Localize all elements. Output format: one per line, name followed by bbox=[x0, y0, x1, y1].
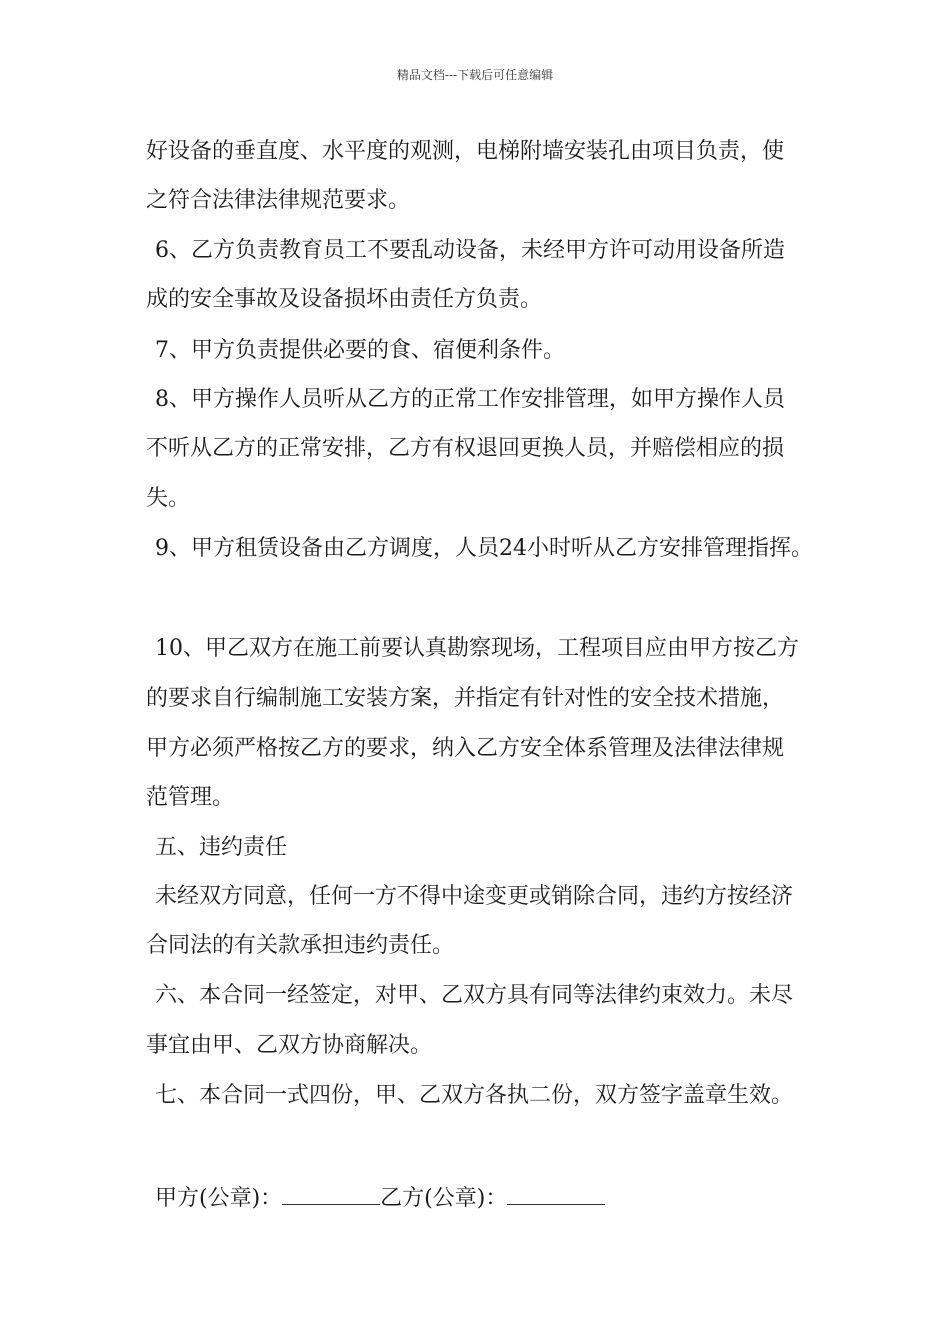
body-line: 未经双方同意，任何一方不得中途变更或销除合同，违约方按经济 bbox=[155, 884, 794, 909]
party-b-label: 乙方(公章)： bbox=[380, 1186, 508, 1211]
body-line: 7、甲方负责提供必要的食、宿便利条件。 bbox=[155, 338, 565, 363]
body-line: 范管理。 bbox=[146, 785, 235, 810]
section-heading: 五、违约责任 bbox=[155, 835, 288, 860]
body-line: 10、甲乙双方在施工前要认真勘察现场，工程项目应由甲方按乙方 bbox=[155, 636, 799, 661]
body-line: 8、甲方操作人员听从乙方的正常工作安排管理，如甲方操作人员 bbox=[155, 387, 785, 412]
body-line: 不听从乙方的正常安排，乙方有权退回更换人员，并赔偿相应的损 bbox=[146, 436, 785, 461]
body-line: 的要求自行编制施工安装方案，并指定有针对性的安全技术措施， bbox=[146, 686, 785, 711]
body-line: 事宜由甲、乙双方协商解决。 bbox=[146, 1033, 433, 1058]
page-header: 精品文档---下载后可任意编辑 bbox=[396, 68, 554, 82]
body-line: 9、甲方租赁设备由乙方调度，人员24小时听从乙方安排管理指挥。 bbox=[155, 536, 813, 561]
party-a-signature-blank bbox=[282, 1182, 380, 1205]
body-line: 之符合法律法律规范要求。 bbox=[146, 188, 411, 213]
body-line: 好设备的垂直度、水平度的观测，电梯附墙安装孔由项目负责，使 bbox=[146, 139, 785, 164]
body-line: 六、本合同一经签定，对甲、乙双方具有同等法律约束效力。未尽 bbox=[155, 983, 794, 1008]
signature-row bbox=[155, 1182, 605, 1214]
body-line: 失。 bbox=[146, 486, 191, 511]
body-line: 合同法的有关款承担违约责任。 bbox=[146, 933, 455, 958]
body-line: 七、本合同一式四份，甲、乙双方各执二份，双方签字盖章生效。 bbox=[155, 1083, 794, 1108]
party-b-signature-blank bbox=[507, 1182, 605, 1205]
body-line: 成的安全事故及设备损坏由责任方负责。 bbox=[146, 287, 543, 312]
body-line: 6、乙方负责教育员工不要乱动设备，未经甲方许可动用设备所造 bbox=[155, 238, 785, 263]
body-line: 甲方必须严格按乙方的要求，纳入乙方安全体系管理及法律法律规 bbox=[146, 736, 785, 761]
party-a-label: 甲方(公章)： bbox=[155, 1186, 283, 1211]
